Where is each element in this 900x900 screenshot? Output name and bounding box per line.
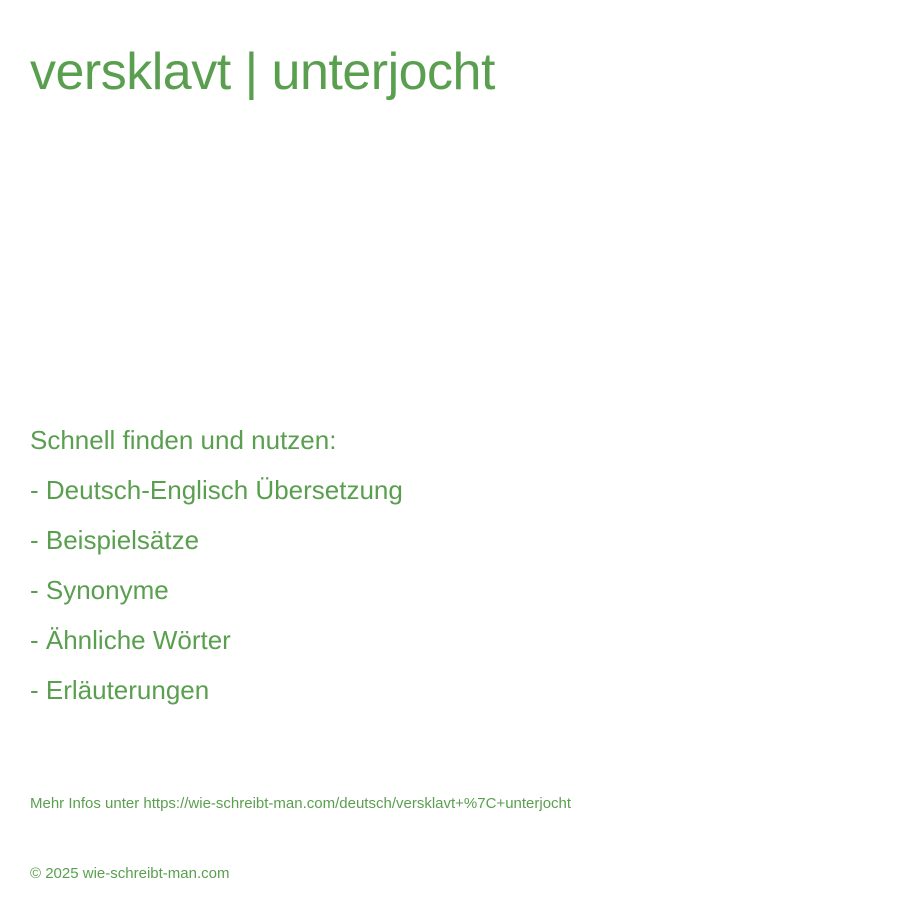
more-info-text: Mehr Infos unter https://wie-schreibt-man.com/deutsch/versklavt+%7C+unterjocht	[30, 795, 572, 812]
copyright-text: © 2025 wie-schreibt-man.com	[30, 865, 230, 882]
feature-list	[30, 470, 403, 720]
feature-item-example-sentences: - Beispielsätze	[30, 525, 200, 555]
feature-section	[30, 420, 403, 720]
feature-item-similar-words: - Ähnliche Wörter	[30, 625, 231, 655]
feature-item-synonyms: - Synonyme	[30, 575, 169, 605]
feature-item-translation: - Deutsch-Englisch Übersetzung	[30, 475, 403, 505]
page-title: versklavt | unterjocht	[30, 43, 495, 101]
feature-item-explanations: - Erläuterungen	[30, 675, 210, 705]
feature-heading: Schnell finden und nutzen:	[30, 425, 337, 455]
